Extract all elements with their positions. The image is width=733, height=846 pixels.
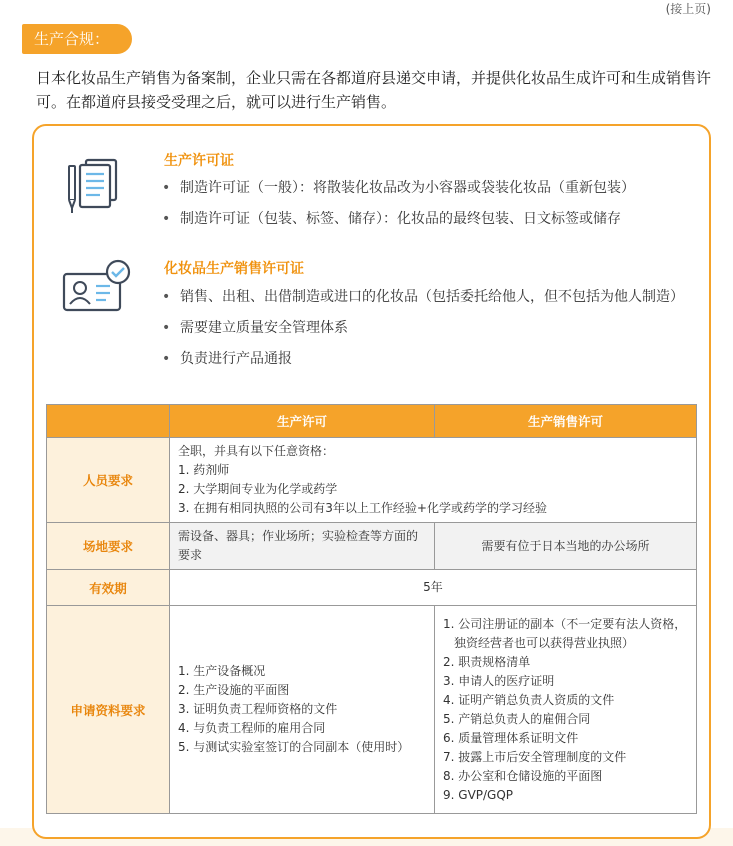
section-label: 生产合规： xyxy=(22,24,132,54)
validity-value: 5年 xyxy=(170,570,697,606)
list-item: 2. 职责规格清单 xyxy=(443,654,531,669)
intro-paragraph: 日本化妆品生产销售为备案制，企业只需在各都道府县递交申请，并提供化妆品生成许可和生成销售许可。在都道府县接受受理之后，就可以进行生产销售。 xyxy=(36,69,712,111)
list-item: 1. 生产设备概况 xyxy=(178,664,266,678)
permit-bullets-production xyxy=(160,177,705,239)
permit-bullets-sales xyxy=(160,286,705,379)
list-item: 5. 产销总负责人的雇佣合同 xyxy=(443,711,591,726)
list-item: 7. 披露上市后安全管理制度的文件 xyxy=(443,749,627,764)
row-label-site: 场地要求 xyxy=(47,523,170,570)
documents-production xyxy=(170,606,435,814)
continued-note: (接上页) xyxy=(665,2,711,16)
requirements-table xyxy=(46,404,697,814)
table-row xyxy=(47,523,697,570)
header-corner xyxy=(47,405,170,438)
documents-sales xyxy=(435,606,697,814)
permit-title-sales: 化妆品生产销售许可证 xyxy=(164,261,304,277)
list-item: • 制造许可证（包装、标签、储存）：化妆品的最终包装、日文标签或储存 xyxy=(160,208,705,230)
table-row xyxy=(47,438,697,523)
header-production: 生产许可 xyxy=(170,405,435,438)
id-card-check-icon xyxy=(60,256,134,316)
list-item: 4. 与负责工程师的雇用合同 xyxy=(178,721,326,735)
site-sales: 需要有位于日本当地的办公场所 xyxy=(435,523,697,570)
document-pen-icon xyxy=(64,156,128,216)
list-item: 3. 申请人的医疗证明 xyxy=(443,673,555,688)
list-item: • 负责进行产品通报 xyxy=(160,348,705,370)
list-item: • 制造许可证（一般）：将散装化妆品改为小容器或袋装化妆品（重新包装） xyxy=(160,177,705,199)
permit-card xyxy=(32,124,711,839)
list-item: • 销售、出租、出借制造或进口的化妆品（包括委托给他人，但不包括为他人制造） xyxy=(160,286,705,308)
header-sales: 生产销售许可 xyxy=(435,405,697,438)
list-item: 8. 办公室和仓储设施的平面图 xyxy=(443,768,603,783)
list-item: 3. 证明负责工程师资格的文件 xyxy=(178,702,338,716)
row-label-documents: 申请资料要求 xyxy=(47,606,170,814)
list-item: 4. 证明产销总负责人资质的文件 xyxy=(443,692,615,707)
list-item: 3. 在拥有相同执照的公司有3年以上工作经验+化学或药学的学习经验 xyxy=(178,501,547,515)
row-label-validity: 有效期 xyxy=(47,570,170,606)
list-item: 2. 大学期间专业为化学或药学 xyxy=(178,482,338,496)
site-production: 需设备、器具；作业场所；实验检查等方面的要求 xyxy=(170,523,435,570)
list-item: 全职，并具有以下任意资格： xyxy=(178,444,335,458)
list-item: 1. 药剂师 xyxy=(178,463,230,477)
row-label-staff: 人员要求 xyxy=(47,438,170,523)
list-item: 1. 公司注册证的副本（不一定要有法人资格，独资经营者也可以获得营业执照） xyxy=(443,616,687,650)
list-item: 2. 生产设施的平面图 xyxy=(178,683,290,697)
table-header-row xyxy=(47,405,697,438)
list-item: 9. GVP/GQP xyxy=(443,787,514,802)
table-row xyxy=(47,606,697,814)
permit-title-production: 生产许可证 xyxy=(164,153,234,169)
table-row xyxy=(47,570,697,606)
list-item: 5. 与测试实验室签订的合同副本（使用时） xyxy=(178,740,410,754)
list-item: • 需要建立质量安全管理体系 xyxy=(160,317,705,339)
list-item: 6. 质量管理体系证明文件 xyxy=(443,730,579,745)
staff-requirements xyxy=(170,438,697,523)
